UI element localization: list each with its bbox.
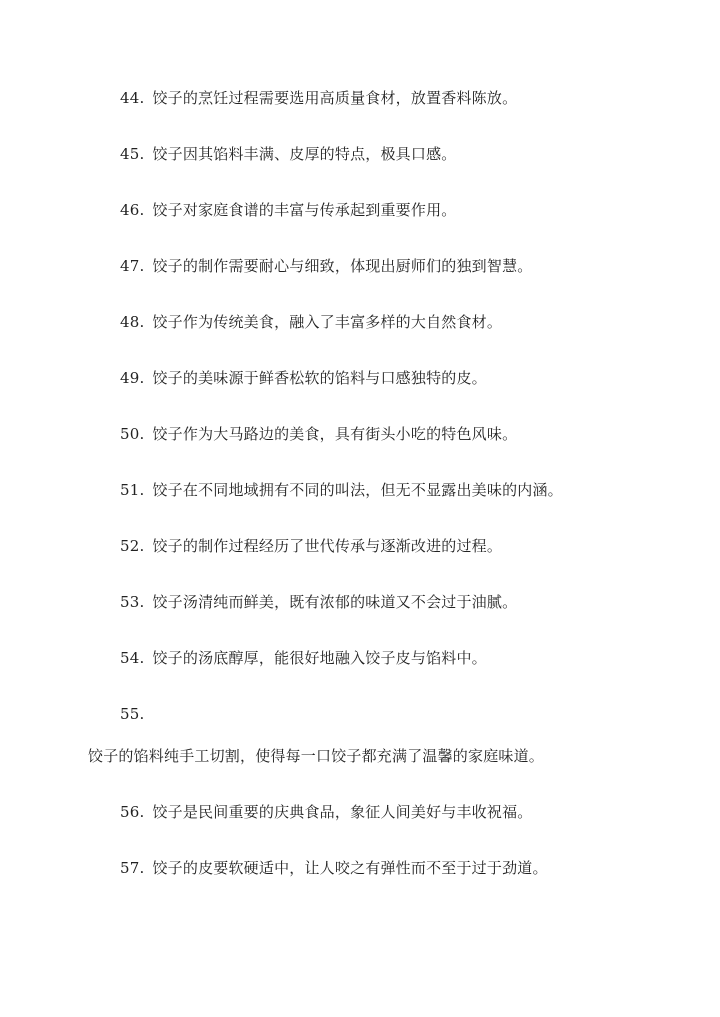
list-item xyxy=(120,424,517,444)
list-item xyxy=(120,88,517,108)
list-item xyxy=(120,480,563,500)
item-number: 52. xyxy=(120,537,145,555)
list-item-number-only xyxy=(120,704,152,724)
item-text: 饺子的制作过程经历了世代传承与逐渐改进的过程。 xyxy=(152,537,503,555)
item-text: 饺子是民间重要的庆典食品，象征人间美好与丰收祝福。 xyxy=(152,803,533,821)
item-text: 饺子的汤底醇厚，能很好地融入饺子皮与馅料中。 xyxy=(152,649,487,667)
item-number: 54. xyxy=(120,649,145,667)
item-number: 51. xyxy=(120,481,145,499)
list-item xyxy=(120,536,502,556)
item-number: 57. xyxy=(120,859,145,877)
list-item-wrapped-text xyxy=(88,746,544,766)
item-text: 饺子的馅料纯手工切割，使得每一口饺子都充满了温馨的家庭味道。 xyxy=(88,747,545,765)
item-number: 44. xyxy=(120,89,145,107)
item-number: 49. xyxy=(120,369,145,387)
item-number: 53. xyxy=(120,593,145,611)
list-item xyxy=(120,648,487,668)
list-item xyxy=(120,256,532,276)
item-number: 45. xyxy=(120,145,145,163)
item-text: 饺子作为大马路边的美食，具有街头小吃的特色风味。 xyxy=(152,425,518,443)
item-number: 50. xyxy=(120,425,145,443)
item-text: 饺子汤清纯而鲜美，既有浓郁的味道又不会过于油腻。 xyxy=(152,593,518,611)
list-item xyxy=(120,200,456,220)
item-text: 饺子的美味源于鲜香松软的馅料与口感独特的皮。 xyxy=(152,369,487,387)
item-number: 46. xyxy=(120,201,145,219)
item-text: 饺子对家庭食谱的丰富与传承起到重要作用。 xyxy=(152,201,457,219)
item-text: 饺子的制作需要耐心与细致，体现出厨师们的独到智慧。 xyxy=(152,257,533,275)
list-item xyxy=(120,592,517,612)
list-item xyxy=(120,858,548,878)
item-number: 47. xyxy=(120,257,145,275)
item-text: 饺子在不同地域拥有不同的叫法，但无不显露出美味的内涵。 xyxy=(152,481,563,499)
list-item xyxy=(120,368,487,388)
list-item xyxy=(120,144,456,164)
item-text: 饺子的皮要软硬适中，让人咬之有弹性而不至于过于劲道。 xyxy=(152,859,548,877)
item-number: 56. xyxy=(120,803,145,821)
list-item xyxy=(120,312,502,332)
item-number: 55. xyxy=(120,705,145,723)
item-text: 饺子作为传统美食，融入了丰富多样的大自然食材。 xyxy=(152,313,503,331)
item-number: 48. xyxy=(120,313,145,331)
item-text: 饺子的烹饪过程需要选用高质量食材，放置香料陈放。 xyxy=(152,89,518,107)
list-item xyxy=(120,802,532,822)
item-text: 饺子因其馅料丰满、皮厚的特点，极具口感。 xyxy=(152,145,457,163)
